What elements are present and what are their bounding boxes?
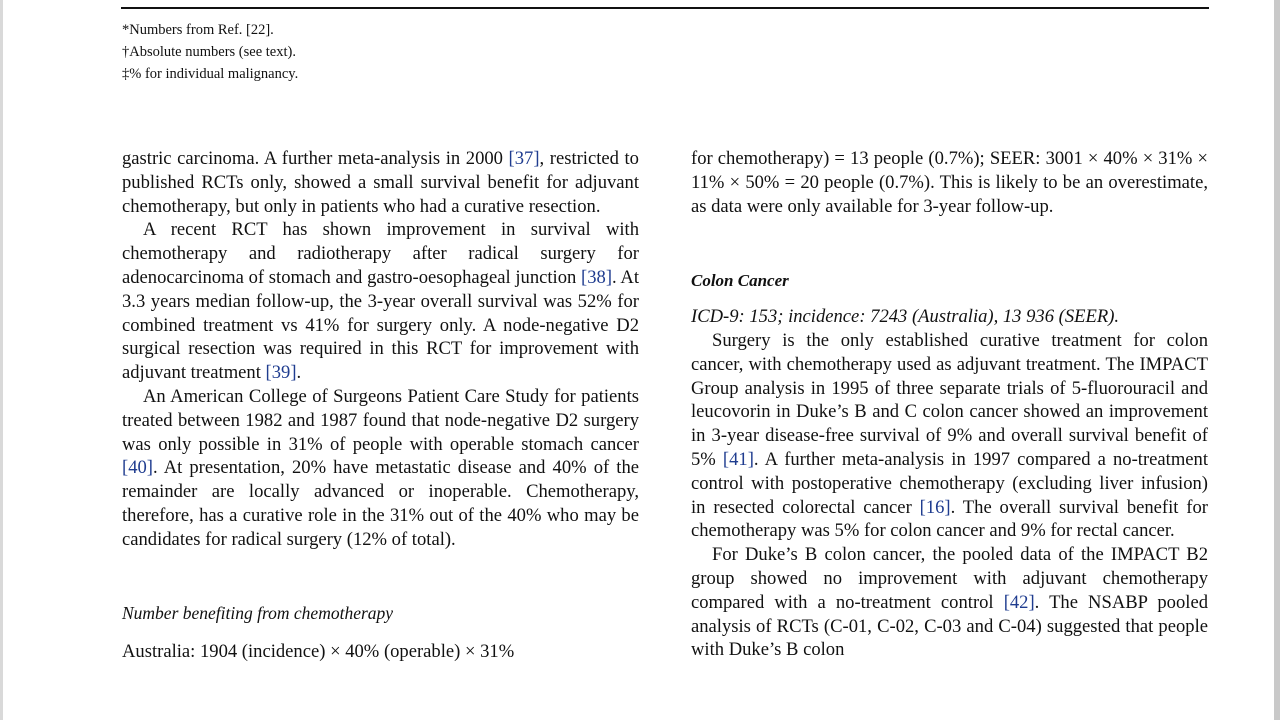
left-column [122,147,639,664]
right-scrollbar[interactable] [1274,0,1280,720]
paragraph-seer-calculation: for chemotherapy) = 13 people (0.7%); SEER: 3001 × 40% × 31% × 11% × 50% = 20 people (0.7%). This is likely to be an overestimate, as data were only available for 3-year follow-up. [691,148,1208,217]
paragraph-acs-study: An American College of Surgeons Patient Care Study for patients treated between 1982 and 1987 found that node-negative D2 surgery was only possible in 31% of people with operable stomach cancer [40]. At presentation, 20% have metastatic disease and 40% of the remainder are locally advanced or inoperable. Chemotherapy, therefore, has a curative role in the 31% out of the 40% who may be candidates for radical surgery (12% of total). [122,385,639,550]
table-footnotes [122,19,298,85]
paragraph-australia-calculation: Australia: 1904 (incidence) × 40% (operable) × 31% [122,641,515,663]
table-bottom-rule [121,7,1209,9]
citation-link[interactable]: [16] [919,496,951,518]
left-edge-bar [0,0,3,720]
citation-link[interactable]: [40] [122,457,153,479]
paragraph-rct-radiotherapy: A recent RCT has shown improvement in survival with chemotherapy and radiotherapy after radical surgery for adenocarcinoma of stomach and gastro-oesophageal junction [38]. At 3.3 years median follow-up, the 3-year overall survival was 52% for combined treatment vs 41% for surgery only. A node-negative D2 surgical resection was required in this RCT for improvement with adjuvant treatment [39]. [122,219,639,384]
citation-link[interactable]: [42] [1003,591,1035,613]
paragraph-dukes-b: For Duke’s B colon cancer, the pooled data of the IMPACT B2 group showed no improvement with adjuvant chemotherapy compared with a no-treatment control [42]. The NSABP pooled analysis of RCTs (C-01, C-02, C-03 and C-04) suggested that people with Duke’s B colon [691,544,1208,661]
subheading-number-benefiting: Number benefiting from chemotherapy [122,602,394,623]
paragraph-gastric-meta-analysis: gastric carcinoma. A further meta-analysis in 2000 [37], restricted to published RCTs only, showed a small survival benefit for adjuvant chemotherapy, but only in patients who had a curative resection. [122,148,639,217]
footnote-3: ‡% for individual malignancy. [122,66,299,82]
citation-link[interactable]: [37] [508,148,540,169]
icd-incidence-line: ICD-9: 153; incidence: 7243 (Australia), 13 936 (SEER). [691,306,1120,328]
citation-link[interactable]: [41] [722,448,754,470]
paragraph-colon-surgery: Surgery is the only established curative treatment for colon cancer, with chemotherapy used as adjuvant treatment. The IMPACT Group analysis in 1995 of three separate trials of 5-fluorouracil and leucovorin in Duke’s B and C colon cancer showed an improvement in 3-year disease-free survival of 9% and overall survival benefit of 5% [41]. A further meta-analysis in 1997 compared a no-treatment control with postoperative chemotherapy (excluding liver infusion) in resected colorectal cancer [16]. The overall survival benefit for chemotherapy was 5% for colon cancer and 9% for rectal cancer. [691,329,1208,542]
right-column [691,147,1208,662]
citation-link[interactable]: [38] [581,266,613,288]
section-title-colon-cancer: Colon Cancer [691,271,789,291]
footnote-1: *Numbers from Ref. [22]. [122,22,274,38]
footnote-2: †Absolute numbers (see text). [122,44,296,60]
citation-link[interactable]: [39] [265,362,297,384]
